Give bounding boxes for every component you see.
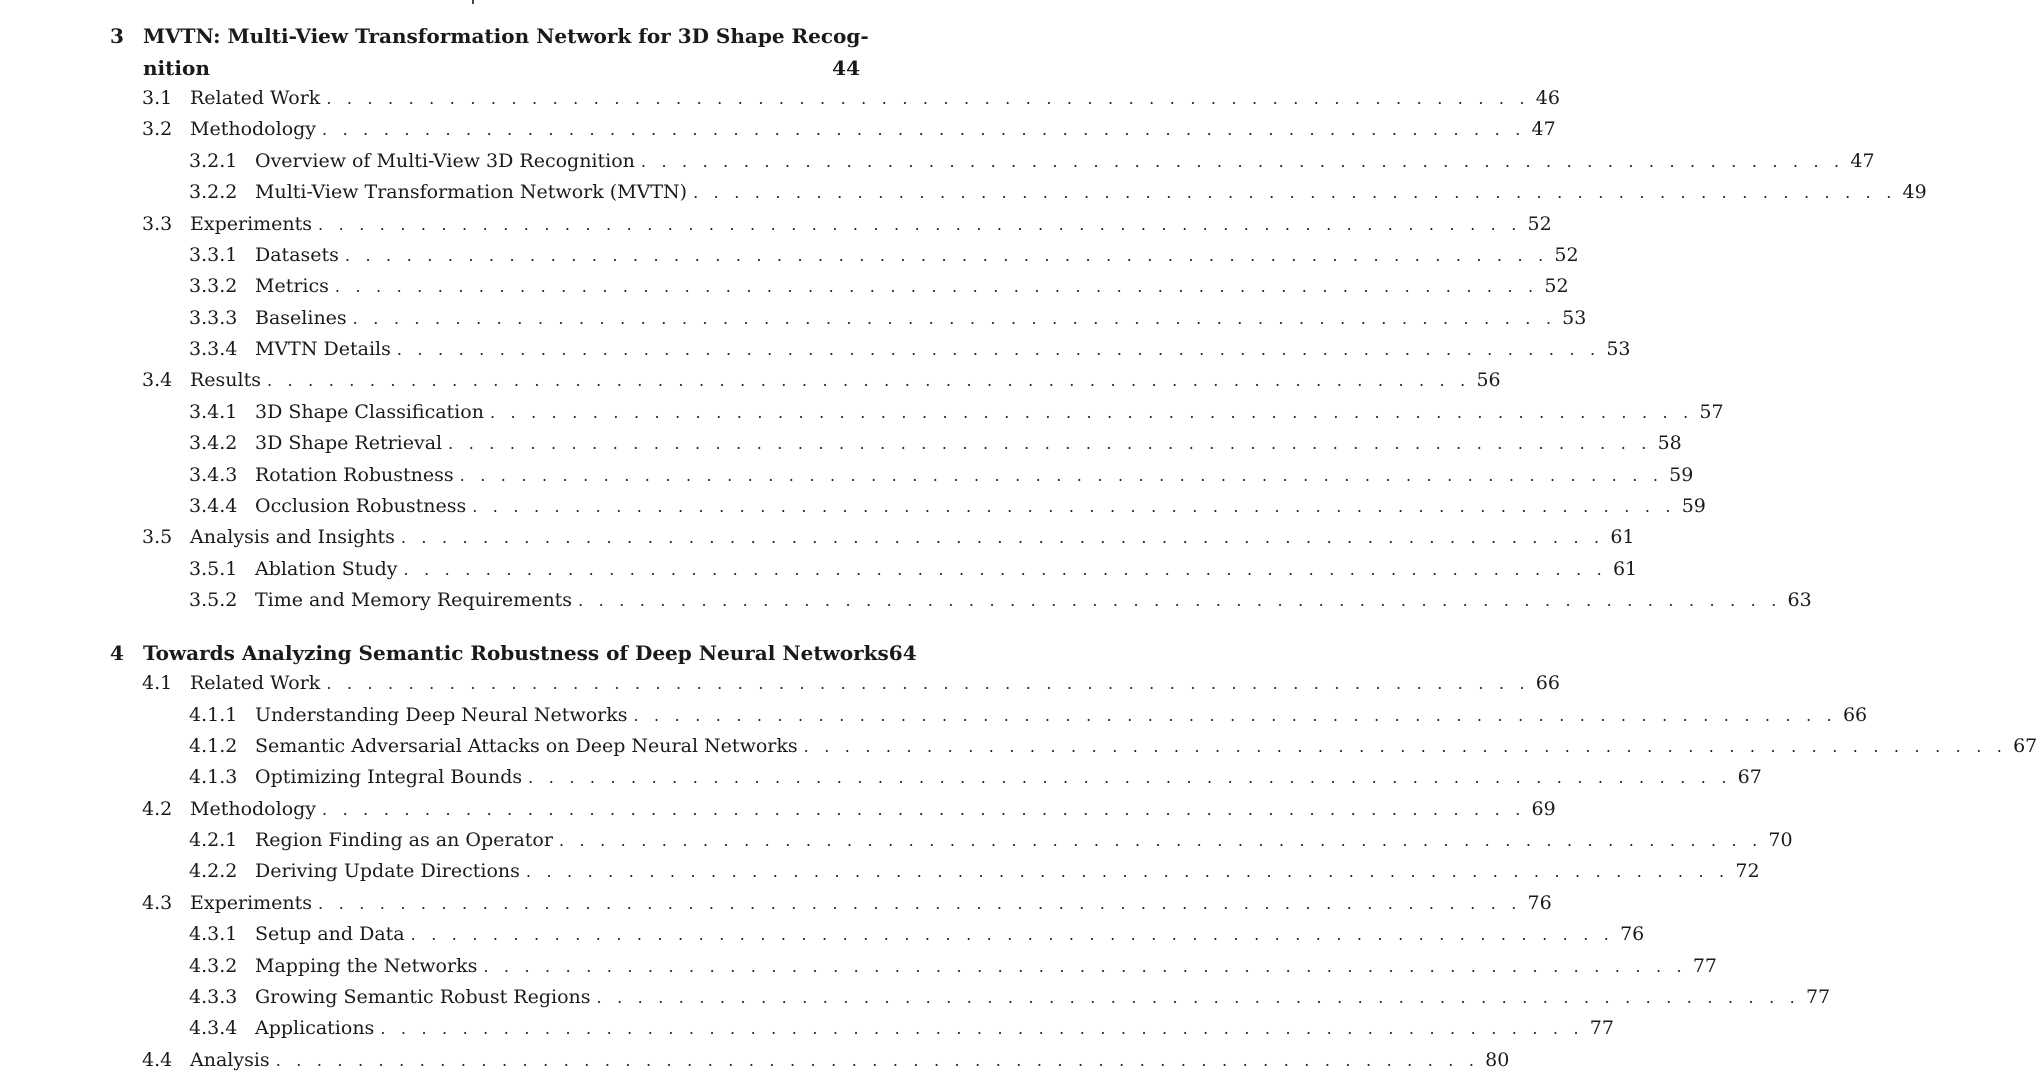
entry-title: Metrics xyxy=(255,275,329,297)
entry-page-number: 57 xyxy=(1699,401,1724,423)
dot-leader: . . . . . . . . . . . . . . . . . . . . . . . . . . . . . . . . . . . . . . . . . . . . . . . . . . . . . . . . . . . xyxy=(334,277,1539,296)
dot-leader: . . . . . . . . . . . . . . . . . . . . . . . . . . . . . . . . . . . . . . . . . . . . . . . . . . . . . . . . . . . xyxy=(693,183,1897,202)
entry-number: 3.2 xyxy=(142,118,173,140)
dot-leader: . . . . . . . . . . . . . . . . . . . . . . . . . . . . . . . . . . . . . . . . . . . . . . . . . . . . . . . . . . . xyxy=(322,120,1526,139)
dot-leader: . . . . . . . . . . . . . . . . . . . . . . . . . . . . . . . . . . . . . . . . . . . . . . . . . . . . . . . . . . . xyxy=(459,466,1664,485)
entry-number: 3.5 xyxy=(142,526,173,548)
entry-number: 3.3.3 xyxy=(189,307,238,329)
entry-title: Methodology xyxy=(190,798,317,820)
toc-entry-section[interactable] xyxy=(142,798,1556,824)
entry-page-number: 66 xyxy=(1842,704,1868,726)
entry-page-number: 44 xyxy=(832,56,860,80)
entry-title: Methodology xyxy=(190,118,317,140)
entry-page-number: 61 xyxy=(1612,558,1638,580)
entry-number: 4.3.1 xyxy=(189,923,238,945)
dot-leader: . . . . . . . . . . . . . . . . . . . . . . . . . . . . . . . . . . . . . . . . . . . . . . . . . . . . . . . . . . . xyxy=(525,862,1730,881)
entry-number: 3.4.1 xyxy=(189,401,238,423)
entry-title: Applications xyxy=(255,1017,375,1039)
dot-leader: . . . . . . . . . . . . . . . . . . . . . . . . . . . . . . . . . . . . . . . . . . . . . . . . . . . . . . . . . . . xyxy=(380,1019,1584,1038)
dot-leader: . . . . . . . . . . . . . . . . . . . . . . . . . . . . . . . . . . . . . . . . . . . . . . . . . . . . . . . . . . . xyxy=(396,340,1601,359)
entry-title: Rotation Robustness xyxy=(255,464,454,486)
entry-number: 4.3.2 xyxy=(189,955,238,977)
toc-entry-subsection[interactable] xyxy=(189,307,1587,333)
dot-leader: . . . . . . . . . . . . . . . . . . . . . . . . . . . . . . . . . . . . . . . . . . . . . . . . . . . . . . . . . . . xyxy=(318,215,1522,234)
entry-page-number: 64 xyxy=(888,641,917,665)
entry-number: 3.3.4 xyxy=(189,338,238,360)
entry-title: Growing Semantic Robust Regions xyxy=(255,986,591,1008)
entry-title: Deriving Update Directions xyxy=(255,860,520,882)
dot-leader: . . . . . . . . . . . . . . . . . . . . . . . . . . . . . . . . . . . . . . . . . . . . . . . . . . . . . . . . . . . xyxy=(318,894,1522,913)
entry-title: MVTN Details xyxy=(255,338,391,360)
entry-number: 4.2 xyxy=(142,798,173,820)
toc-entry-subsection[interactable] xyxy=(189,589,1812,615)
entry-page-number: 53 xyxy=(1606,338,1631,360)
entry-page-number: 66 xyxy=(1535,672,1560,694)
toc-entry-section[interactable] xyxy=(142,118,1556,144)
entry-page-number: 46 xyxy=(1535,87,1560,109)
toc-entry-section[interactable] xyxy=(142,672,1560,698)
entry-number: 4.3.3 xyxy=(189,986,238,1008)
entry-title: Time and Memory Requirements xyxy=(255,589,573,611)
entry-number: 3.4.2 xyxy=(189,432,238,454)
entry-title: Ablation Study xyxy=(255,558,398,580)
dot-leader: . . . . . . . . . . . . . . . . . . . . . . . . . . . . . . . . . . . . . . . . . . . . . . . . . . . . . . . . . . . xyxy=(403,560,1607,579)
entry-title: Baselines xyxy=(255,307,347,329)
dot-leader: . . . . . . . . . . . . . . . . . . . . . . . . . . . . . . . . . . . . . . . . . . . . . . . . . . . . . . . . . . . xyxy=(640,152,1845,171)
toc-entry-section[interactable] xyxy=(142,892,1552,918)
dot-leader: . . . . . . . . . . . . . . . . . . . . . . . . . . . . . . . . . . . . . . . . . . . . . . . . . . . . . . . . . . . xyxy=(489,403,1694,422)
entry-page-number: 72 xyxy=(1735,860,1760,882)
toc-entry-subsection[interactable] xyxy=(189,244,1579,270)
entry-title: Setup and Data xyxy=(255,923,405,945)
entry-title: Semantic Adversarial Attacks on Deep Neural Networks xyxy=(255,735,798,757)
entry-title: Related Work xyxy=(190,672,321,694)
entry-number: 3.3.2 xyxy=(189,275,238,297)
toc-entry-section[interactable] xyxy=(142,213,1552,239)
toc-entry-subsection[interactable] xyxy=(189,495,1706,521)
entry-page-number: 58 xyxy=(1657,432,1682,454)
entry-page-number: 76 xyxy=(1527,892,1552,914)
toc-entry-subsection[interactable] xyxy=(189,401,1724,427)
entry-title: Multi-View Transformation Network (MVTN) xyxy=(255,181,688,203)
dot-leader: . . . . . . . . . . . . . . . . . . . . . . . . . . . . . . . . . . . . . . . . . . . . . . . . . . . . . . . . . . . xyxy=(578,591,1782,610)
dot-leader: . . . . . . . . . . . . . . . . . . . . . . . . . . . . . . . . . . . . . . . . . . . . . . . . . . . . . . . . . . . xyxy=(596,988,1800,1007)
entry-page-number: 52 xyxy=(1544,275,1569,297)
toc-entry-subsection[interactable] xyxy=(189,432,1682,458)
entry-page-number: 56 xyxy=(1476,369,1501,391)
toc-entry-section[interactable] xyxy=(142,369,1501,395)
entry-number: 4 xyxy=(110,641,124,665)
dot-leader: . . . . . . . . . . . . . . . . . . . . . . . . . . . . . . . . . . . . . . . . . . . . . . . . . . . . . . . . . . . xyxy=(633,706,1837,725)
entry-title: MVTN: Multi-View Transformation Network for 3D Shape Recog- xyxy=(143,24,869,48)
entry-title: Mapping the Networks xyxy=(255,955,478,977)
toc-entry-subsection[interactable] xyxy=(189,1017,1614,1043)
entry-title: Datasets xyxy=(255,244,339,266)
entry-number: 4.1.3 xyxy=(189,766,238,788)
dot-leader: . . . . . . . . . . . . . . . . . . . . . . . . . . . . . . . . . . . . . . . . . . . . . . . . . . . . . . . . . . . xyxy=(400,528,1605,547)
toc-entry-subsection[interactable] xyxy=(189,181,1927,207)
entry-page-number: 49 xyxy=(1902,181,1927,203)
toc-entry-section[interactable] xyxy=(142,1049,1510,1075)
dot-leader: . . . . . . . . . . . . . . . . . . . . . . . . . . . . . . . . . . . . . . . . . . . . . . . . . . . . . . . . . . . xyxy=(322,800,1526,819)
entry-title: Overview of Multi-View 3D Recognition xyxy=(255,150,635,172)
entry-number: 3 xyxy=(110,24,124,48)
entry-page-number: 77 xyxy=(1805,986,1831,1008)
toc-entry-chapter-continued[interactable] xyxy=(110,56,860,82)
toc-entry-chapter[interactable] xyxy=(110,641,917,667)
entry-title: Occlusion Robustness xyxy=(255,495,467,517)
entry-page-number: 63 xyxy=(1787,589,1812,611)
toc-entry-subsection[interactable] xyxy=(189,704,1868,730)
entry-page-number: 59 xyxy=(1669,464,1694,486)
toc-entry-subsection[interactable] xyxy=(189,955,1717,981)
entry-number: 3.5.1 xyxy=(189,558,238,580)
dot-leader: . . . . . . . . . . . . . . . . . . . . . . . . . . . . . . . . . . . . . . . . . . . . . . . . . . . . . . . . . . . xyxy=(326,674,1530,693)
toc-entry-subsection[interactable] xyxy=(189,923,1645,949)
dot-leader: . . . . . . . . . . . . . . . . . . . . . . . . . . . . . . . . . . . . . . . . . . . . . . . . . . . . . . . . . . . xyxy=(344,246,1549,265)
dot-leader: . . . . . . . . . . . . . . . . . . . . . . . . . . . . . . . . . . . . . . . . . . . . . . . . . . . . . . . . . . . xyxy=(410,925,1615,944)
toc-entry-subsection[interactable] xyxy=(189,464,1694,490)
entry-page-number: 76 xyxy=(1620,923,1645,945)
entry-title: Results xyxy=(190,369,261,391)
entry-number: 3.1 xyxy=(142,87,173,109)
entry-number: 4.4 xyxy=(142,1049,173,1071)
entry-number: 3.2.2 xyxy=(189,181,238,203)
toc-entry-subsection[interactable] xyxy=(189,860,1760,886)
entry-number: 4.2.1 xyxy=(189,829,238,851)
entry-title: 3D Shape Retrieval xyxy=(255,432,443,454)
entry-title: nition xyxy=(143,56,210,80)
toc-entry-section[interactable] xyxy=(142,526,1635,552)
toc-entry-subsection[interactable] xyxy=(189,275,1569,301)
dot-leader: . . . . . . . . . . . . . . . . . . . . . . . . . . . . . . . . . . . . . . . . . . . . . . . . . . . . . . . . . . . xyxy=(326,89,1530,108)
entry-title: Related Work xyxy=(190,87,321,109)
entry-page-number: 69 xyxy=(1531,798,1556,820)
dot-leader: . . . . . . . . . . . . . . . . . . . . . . . . . . . . . . . . . . . . . . . . . . . . . . . . . . . . . . . . . . . xyxy=(803,737,2008,756)
entry-page-number: 77 xyxy=(1692,955,1717,977)
page-edge-mark xyxy=(472,0,474,4)
entry-number: 4.1.1 xyxy=(189,704,238,726)
entry-page-number: 47 xyxy=(1850,150,1875,172)
dot-leader: . . . . . . . . . . . . . . . . . . . . . . . . . . . . . . . . . . . . . . . . . . . . . . . . . . . . . . . . . . . xyxy=(528,768,1732,787)
entry-page-number: 70 xyxy=(1768,829,1793,851)
entry-page-number: 52 xyxy=(1527,213,1552,235)
dot-leader: . . . . . . . . . . . . . . . . . . . . . . . . . . . . . . . . . . . . . . . . . . . . . . . . . . . . . . . . . . . xyxy=(558,831,1763,850)
toc-entry-subsection[interactable] xyxy=(189,986,1831,1012)
entry-page-number: 77 xyxy=(1589,1017,1614,1039)
toc-entry-subsection[interactable] xyxy=(189,735,2037,761)
entry-title: Towards Analyzing Semantic Robustness of Deep Neural Networks xyxy=(143,641,889,665)
entry-number: 3.2.1 xyxy=(189,150,238,172)
dot-leader: . . . . . . . . . . . . . . . . . . . . . . . . . . . . . . . . . . . . . . . . . . . . . . . . . . . . . . . . . . . xyxy=(275,1051,1480,1070)
entry-number: 4.1.2 xyxy=(189,735,238,757)
entry-title: Optimizing Integral Bounds xyxy=(255,766,523,788)
entry-title: Experiments xyxy=(190,213,313,235)
entry-page-number: 59 xyxy=(1681,495,1706,517)
dot-leader: . . . . . . . . . . . . . . . . . . . . . . . . . . . . . . . . . . . . . . . . . . . . . . . . . . . . . . . . . . . xyxy=(483,957,1687,976)
entry-number: 3.5.2 xyxy=(189,589,238,611)
dot-leader: . . . . . . . . . . . . . . . . . . . . . . . . . . . . . . . . . . . . . . . . . . . . . . . . . . . . . . . . . . . xyxy=(352,309,1557,328)
entry-page-number: 67 xyxy=(2013,735,2037,757)
entry-title: Experiments xyxy=(190,892,313,914)
toc-entry-chapter[interactable] xyxy=(110,24,869,50)
entry-page-number: 53 xyxy=(1562,307,1587,329)
toc-entry-subsection[interactable] xyxy=(189,150,1875,176)
entry-page-number: 61 xyxy=(1610,526,1635,548)
entry-number: 4.3.4 xyxy=(189,1017,238,1039)
entry-page-number: 80 xyxy=(1485,1049,1510,1071)
entry-page-number: 52 xyxy=(1554,244,1579,266)
entry-number: 3.3.1 xyxy=(189,244,238,266)
toc-entry-section[interactable] xyxy=(142,87,1560,113)
dot-leader: . . . . . . . . . . . . . . . . . . . . . . . . . . . . . . . . . . . . . . . . . . . . . . . . . . . . . . . . . . . xyxy=(448,434,1652,453)
toc-entry-subsection[interactable] xyxy=(189,829,1793,855)
entry-number: 4.2.2 xyxy=(189,860,238,882)
entry-page-number: 67 xyxy=(1737,766,1762,788)
entry-number: 4.1 xyxy=(142,672,173,694)
entry-number: 4.3 xyxy=(142,892,173,914)
entry-title: Understanding Deep Neural Networks xyxy=(255,704,628,726)
dot-leader: . . . . . . . . . . . . . . . . . . . . . . . . . . . . . . . . . . . . . . . . . . . . . . . . . . . . . . . . . . . xyxy=(267,371,1471,390)
entry-title: 3D Shape Classification xyxy=(255,401,484,423)
toc-entry-subsection[interactable] xyxy=(189,338,1631,364)
entry-page-number: 47 xyxy=(1531,118,1556,140)
dot-leader: . . . . . . . . . . . . . . . . . . . . . . . . . . . . . . . . . . . . . . . . . . . . . . . . . . . . . . . . . . . xyxy=(472,497,1676,516)
toc-entry-subsection[interactable] xyxy=(189,766,1762,792)
toc-entry-subsection[interactable] xyxy=(189,558,1638,584)
entry-number: 3.3 xyxy=(142,213,173,235)
entry-title: Analysis xyxy=(190,1049,270,1071)
entry-title: Analysis and Insights xyxy=(190,526,395,548)
entry-number: 3.4.3 xyxy=(189,464,238,486)
entry-title: Region Finding as an Operator xyxy=(255,829,553,851)
entry-number: 3.4.4 xyxy=(189,495,238,517)
entry-number: 3.4 xyxy=(142,369,173,391)
